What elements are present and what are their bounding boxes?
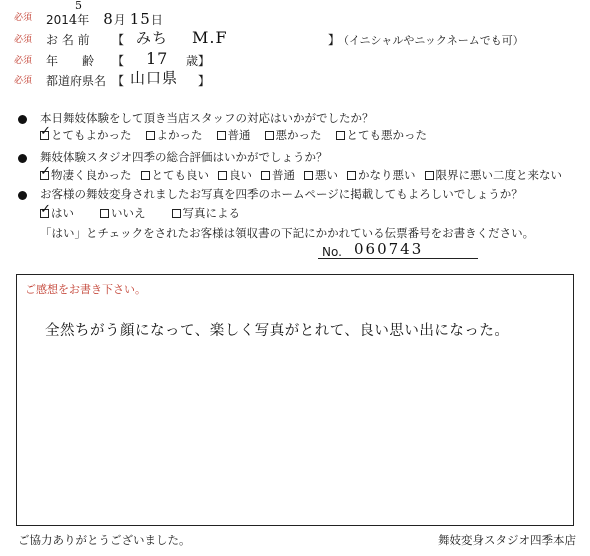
q2-question: 舞妓体験スタジオ四季の総合評価はいかがでしょうか？ <box>40 150 328 164</box>
q3-option-yes[interactable]: ✓ はい <box>40 208 74 220</box>
prefecture-label: 都道府県名 <box>46 74 107 88</box>
month-unit: 月 <box>113 13 126 27</box>
q2-option-good[interactable]: 良い <box>218 170 252 182</box>
checkbox-icon[interactable] <box>336 131 345 140</box>
slip-number-underline <box>318 258 478 259</box>
name-initials-handwritten: M.F <box>192 28 228 47</box>
q1-question: 本日舞妓体験をして頂き当店スタッフの対応はいかがでしたか？ <box>40 111 374 125</box>
q2-option-quite-bad[interactable]: かなり悪い <box>347 170 416 182</box>
age-handwritten: 17 <box>146 49 169 68</box>
year-correction: 5 <box>75 0 83 12</box>
checkbox-checked-icon[interactable] <box>40 131 49 140</box>
q1-option-very-good[interactable]: ✓ とてもよかった <box>40 130 132 142</box>
q2-options <box>40 170 562 182</box>
checkbox-icon[interactable] <box>100 209 109 218</box>
q1-option-good[interactable]: よかった <box>146 130 203 142</box>
q3-question: お客様の舞妓変身されましたお写真を四季のホームページに掲載してもよろしいでしょうか？ <box>40 187 523 201</box>
bullet-icon <box>18 191 27 200</box>
footer-shop-name: 舞妓変身スタジオ四季本店 <box>438 533 576 547</box>
required-mark: 必須 <box>14 56 33 66</box>
name-note: （イニシャルやニックネームでも可） <box>338 34 524 47</box>
q3-note: 「はい」とチェックをされたお客様は領収書の下記にかかれている伝票番号をお書きください。 <box>40 226 535 240</box>
q2-option-normal[interactable]: 普通 <box>261 170 295 182</box>
required-mark: 必須 <box>14 35 33 45</box>
year-printed: 201 <box>46 13 69 27</box>
name-close-bracket: 】 <box>328 33 341 47</box>
checkbox-icon[interactable] <box>172 209 181 218</box>
q3-option-no[interactable]: いいえ <box>100 208 146 220</box>
name-open-bracket: 【 <box>112 33 125 47</box>
footer-thanks: ご協力ありがとうございました。 <box>18 533 191 547</box>
comment-box[interactable] <box>16 274 574 526</box>
q2-option-bad[interactable]: 悪い <box>304 170 338 182</box>
q2-option-excellent[interactable]: ✓ 物凄く良かった <box>40 170 132 182</box>
name-handwritten: みち <box>136 29 169 47</box>
name-label: お 名 前 <box>46 33 90 47</box>
checkbox-icon[interactable] <box>261 171 270 180</box>
age-unit: 歳】 <box>186 54 211 68</box>
year-unit: 年 <box>77 13 90 27</box>
age-open-bracket: 【 <box>112 54 125 68</box>
checkbox-icon[interactable] <box>304 171 313 180</box>
checkbox-checked-icon[interactable] <box>40 209 49 218</box>
day-handwritten: 15 <box>129 10 151 28</box>
prefecture-open-bracket: 【 <box>112 74 125 88</box>
day-unit: 日 <box>150 13 163 27</box>
slip-number-handwritten: 060743 <box>354 240 424 258</box>
required-mark: 必須 <box>14 13 33 23</box>
checkbox-icon[interactable] <box>347 171 356 180</box>
q1-option-normal[interactable]: 普通 <box>217 130 251 142</box>
q1-option-very-bad[interactable]: とても悪かった <box>336 130 428 142</box>
checkbox-icon[interactable] <box>218 171 227 180</box>
q3-options <box>40 208 240 220</box>
q3-option-depends[interactable]: 写真による <box>172 208 241 220</box>
checkbox-icon[interactable] <box>425 171 434 180</box>
q2-option-very-good[interactable]: とても良い <box>141 170 210 182</box>
checkbox-icon[interactable] <box>265 131 274 140</box>
year-handwritten: 4 <box>68 13 78 28</box>
comment-handwritten: 全然ちがう顔になって、楽しく写真がとれて、良い思い出になった。 <box>45 323 510 339</box>
q1-option-bad[interactable]: 悪かった <box>265 130 322 142</box>
checkbox-checked-icon[interactable] <box>40 171 49 180</box>
slip-number-label: No. <box>322 245 342 259</box>
checkbox-icon[interactable] <box>217 131 226 140</box>
prefecture-handwritten: 山口県 <box>130 69 179 87</box>
comment-box-title: ご感想をお書き下さい。 <box>25 283 146 296</box>
checkbox-icon[interactable] <box>146 131 155 140</box>
bullet-icon <box>18 115 27 124</box>
bullet-icon <box>18 154 27 163</box>
age-label: 年 齢 <box>46 54 95 68</box>
month-handwritten: 8 <box>103 10 114 28</box>
date-row <box>46 12 163 27</box>
q1-options <box>40 130 427 142</box>
q2-option-worst[interactable]: 限界に悪い二度と来ない <box>425 170 563 182</box>
checkbox-icon[interactable] <box>141 171 150 180</box>
prefecture-close-bracket: 】 <box>198 74 211 88</box>
required-mark: 必須 <box>14 76 33 86</box>
